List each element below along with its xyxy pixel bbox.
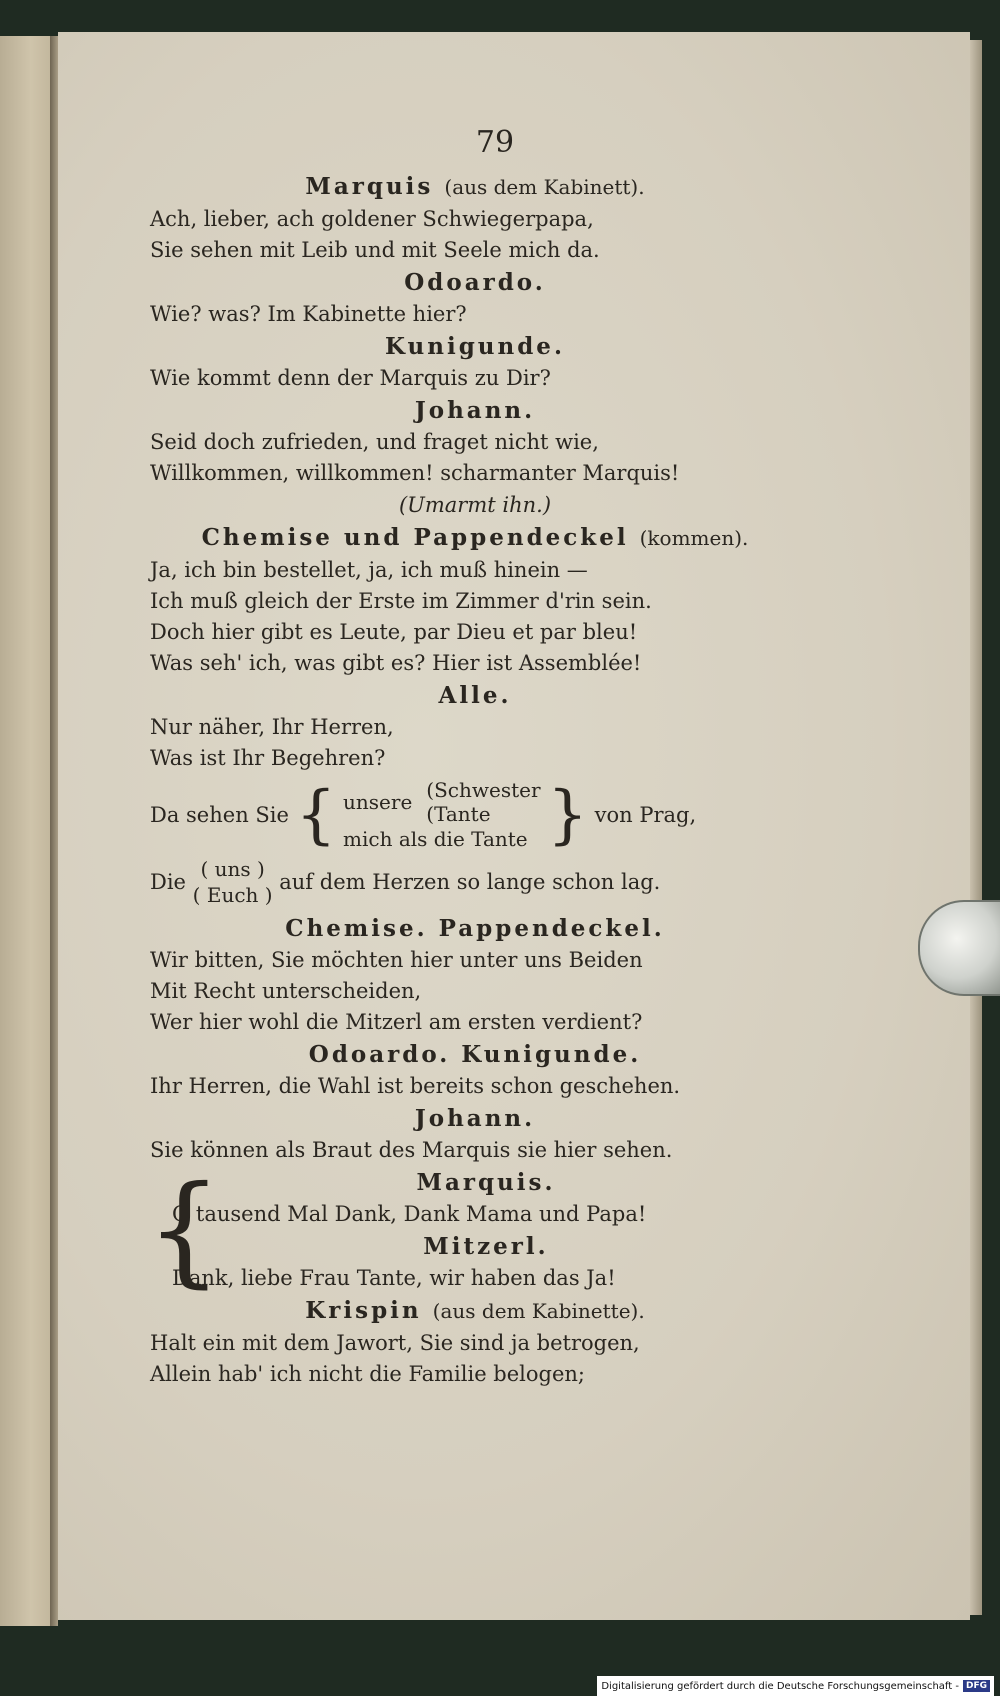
- left-brace-icon: {: [146, 1161, 223, 1300]
- digitization-footer: [597, 1676, 994, 1696]
- stage-direction: (Umarmt ihn.): [398, 493, 552, 517]
- verse-line: Sie können als Braut des Marquis sie hier sehen.: [150, 1138, 673, 1162]
- brace-stack: unsere (Schwester (Tante mich als die Tante: [343, 778, 541, 851]
- speaker-name: Krispin: [305, 1297, 422, 1324]
- left-brace-icon: {: [295, 778, 337, 852]
- verse-line: Ihr Herren, die Wahl ist bereits schon geschehen.: [150, 1074, 681, 1098]
- verse-line: Nur näher, Ihr Herren,: [150, 715, 394, 739]
- footer-text: Digitalisierung gefördert durch die Deutsche Forschungsgemeinschaft -: [601, 1680, 959, 1692]
- page-edge: [970, 40, 982, 1615]
- verse-line: Wir bitten, Sie möchten hier unter uns Beiden: [150, 948, 643, 972]
- verse-line: Seid doch zufrieden, und fraget nicht wie,: [150, 430, 599, 454]
- speaker-heading: Odoardo.: [404, 269, 546, 296]
- verse-fragment: Euch: [206, 883, 259, 907]
- speaker-heading: Chemise. Pappendeckel.: [285, 915, 665, 942]
- verse-fragment: unsere: [343, 790, 413, 814]
- speaker-heading: Mitzerl.: [423, 1233, 549, 1260]
- verse-line: Willkommen, willkommen! scharmanter Marquis!: [150, 461, 680, 485]
- speaker-heading: [150, 1294, 800, 1328]
- verse-line: Ja, ich bin bestellet, ja, ich muß hinein —: [150, 558, 588, 582]
- book-spine: [50, 36, 58, 1626]
- speaker-heading: Marquis.: [416, 1169, 556, 1196]
- stage-note: (aus dem Kabinett).: [444, 175, 645, 199]
- brace-verse-line: [150, 778, 800, 852]
- verse-fragment: von Prag,: [594, 803, 697, 827]
- dfg-logo: DFG: [963, 1680, 990, 1692]
- verse-line: Halt ein mit dem Jawort, Sie sind ja betrogen,: [150, 1331, 640, 1355]
- speaker-heading: Johann.: [414, 1105, 536, 1132]
- speaker-name: Marquis: [305, 173, 434, 200]
- duet-block: [146, 1161, 800, 1300]
- verse-line: Ich muß gleich der Erste im Zimmer d'rin sein.: [150, 589, 652, 613]
- paren-stack: ( uns ) ( Euch ): [192, 857, 273, 907]
- speaker-heading: Johann.: [414, 397, 536, 424]
- verse-line: Was ist Ihr Begehren?: [150, 746, 386, 770]
- verse-line: Was seh' ich, was gibt es? Hier ist Assemblée!: [150, 651, 642, 675]
- verse-fragment: mich als die Tante: [343, 827, 528, 851]
- verse-line: Allein hab' ich nicht die Familie belogen;: [150, 1362, 585, 1386]
- left-page-edge: [0, 36, 56, 1626]
- page-number: 79: [475, 125, 515, 160]
- verse-fragment: Die: [150, 870, 186, 894]
- verse-line: Mit Recht unterscheiden,: [150, 979, 422, 1003]
- verse-line: O tausend Mal Dank, Dank Mama und Papa!: [172, 1202, 647, 1226]
- speaker-name: Chemise und Pappendeckel: [201, 524, 629, 551]
- speaker-heading: Odoardo. Kunigunde.: [308, 1041, 642, 1068]
- page-clip-icon: [918, 900, 1000, 996]
- speaker-heading: [150, 521, 800, 555]
- speaker-heading: Alle.: [438, 682, 512, 709]
- verse-fragment: Da sehen Sie: [150, 803, 289, 827]
- verse-line: Sie sehen mit Leib und mit Seele mich da.: [150, 238, 600, 262]
- paren-verse-line: [150, 856, 800, 908]
- verse-fragment: Tante: [434, 802, 491, 826]
- verse-fragment: Schwester: [434, 778, 541, 802]
- verse-line: Wie kommt denn der Marquis zu Dir?: [150, 366, 551, 390]
- verse-line: Dank, liebe Frau Tante, wir haben das Ja!: [172, 1266, 616, 1290]
- verse-fragment: auf dem Herzen so lange schon lag.: [279, 870, 661, 894]
- stage-note: (kommen).: [639, 526, 749, 550]
- verse-line: Ach, lieber, ach goldener Schwiegerpapa,: [150, 207, 594, 231]
- speaker-heading: [150, 170, 800, 204]
- speaker-heading: Kunigunde.: [385, 333, 565, 360]
- verse-line: Wie? was? Im Kabinette hier?: [150, 302, 467, 326]
- right-brace-icon: }: [547, 778, 588, 852]
- page-text: [146, 125, 800, 1390]
- stage-note: (aus dem Kabinette).: [432, 1299, 645, 1323]
- verse-line: Wer hier wohl die Mitzerl am ersten verdient?: [150, 1010, 643, 1034]
- verse-fragment: uns: [214, 857, 251, 881]
- verse-line: Doch hier gibt es Leute, par Dieu et par bleu!: [150, 620, 638, 644]
